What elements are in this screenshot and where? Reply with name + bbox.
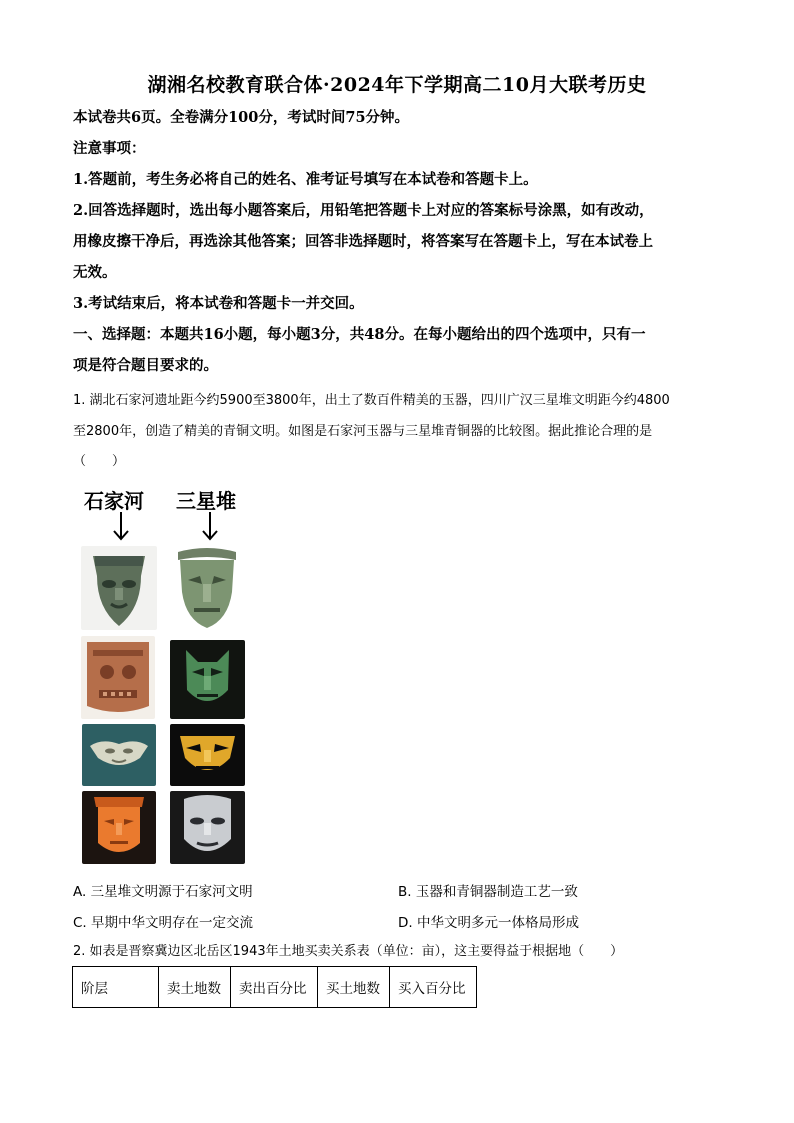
note-line-2: 2.回答选择题时，选出每小题答案后，用铅笔把答题卡上对应的答案标号涂黑，如有改动， — [73, 202, 654, 219]
sanxingdui-bronze-head-1 — [170, 546, 244, 630]
table-header-cell: 卖出百分比 — [231, 967, 318, 1008]
notes-heading: 注意事项： — [73, 140, 146, 157]
question-2-text: 2. 如表是晋察冀边区北岳区1943年土地买卖关系表（单位：亩），这主要得益于根据地（ ） — [73, 944, 624, 959]
shijiahe-jade-head-4 — [82, 791, 156, 864]
sanxingdui-gold-mask — [170, 724, 245, 786]
option-d[interactable]: D. 中华文明多元一体格局形成 — [398, 915, 579, 931]
table-header-cell: 阶层 — [73, 967, 159, 1008]
section-heading-line-1: 一、选择题：本题共16小题，每小题3分，共48分。在每小题给出的四个选项中，只有一 — [73, 326, 646, 343]
note-line-4: 无效。 — [73, 264, 117, 281]
figure-label-shijiahe: 石家河 — [84, 489, 144, 513]
option-b[interactable]: B. 玉器和青铜器制造工艺一致 — [398, 884, 578, 900]
table-header-cell: 卖土地数 — [159, 967, 231, 1008]
table-header-cell: 买入百分比 — [390, 967, 477, 1008]
arrow-down-icon — [200, 512, 220, 542]
sanxingdui-stone-head — [170, 791, 245, 864]
exam-intro: 本试卷共6页。全卷满分100分，考试时间75分钟。 — [73, 109, 410, 126]
question-1-line-1: 1. 湖北石家河遗址距今约5900至3800年，出土了数百件精美的玉器，四川广汉三星堆文明距今约4800 — [73, 393, 670, 408]
table-header-cell: 买土地数 — [318, 967, 390, 1008]
question-1-blank: （ ） — [73, 454, 126, 469]
note-line-1: 1.答题前，考生务必将自己的姓名、准考证号填写在本试卷和答题卡上。 — [73, 171, 538, 188]
arrow-down-icon — [111, 512, 131, 542]
shijiahe-jade-mask-2 — [81, 636, 155, 719]
option-c[interactable]: C. 早期中华文明存在一定交流 — [73, 915, 254, 931]
note-line-3: 用橡皮擦干净后，再选涂其他答案；回答非选择题时，将答案写在答题卡上，写在本试卷上 — [73, 233, 653, 250]
note-line-5: 3.考试结束后，将本试卷和答题卡一并交回。 — [73, 295, 364, 312]
land-trade-table — [72, 966, 477, 1008]
shijiahe-jade-mask-3 — [82, 724, 156, 786]
page-title: 湖湘名校教育联合体·2024年下学期高二10月大联考历史 — [147, 74, 647, 96]
sanxingdui-bronze-mask-2 — [170, 640, 245, 719]
table-header-row — [73, 967, 477, 1008]
figure-label-sanxingdui: 三星堆 — [176, 489, 236, 513]
option-a[interactable]: A. 三星堆文明源于石家河文明 — [73, 884, 253, 900]
section-heading-line-2: 项是符合题目要求的。 — [73, 357, 218, 374]
shijiahe-jade-mask-1 — [81, 546, 157, 630]
question-1-line-2: 至2800年，创造了精美的青铜文明。如图是石家河玉器与三星堆青铜器的比较图。据此推论合理的是 — [73, 424, 653, 439]
